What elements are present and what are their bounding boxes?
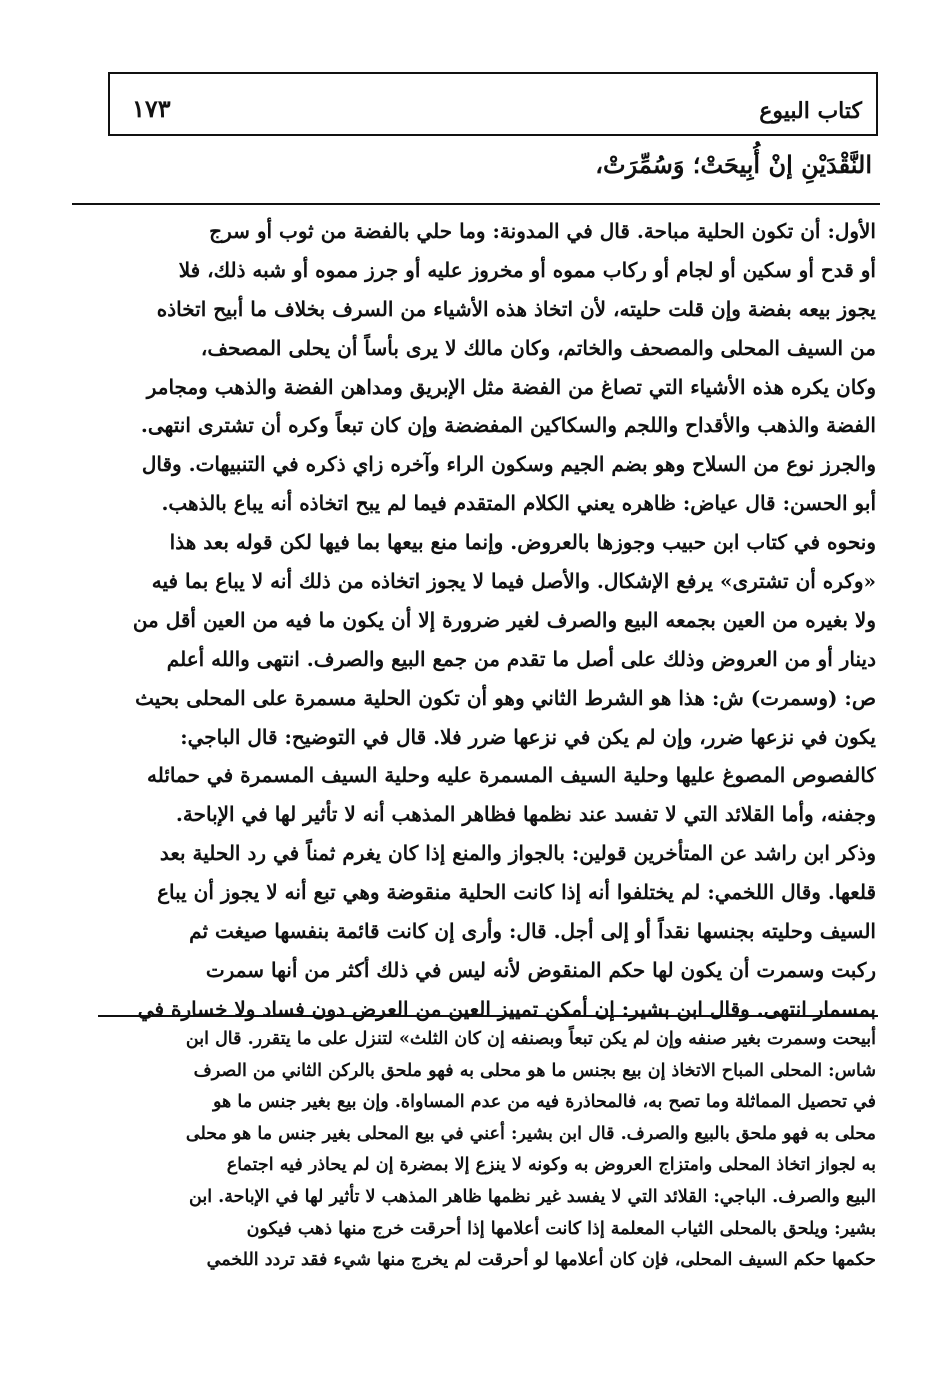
- carryover-text-line: النَّقْدَيْنِ إنْ أُبِيحَتْ؛ وَسُمِّرَتْ،: [595, 150, 872, 179]
- footnote-line-3: في تحصيل المماثلة وما تصح به، فالمحاذرة فيه من عدم المساواة. وإن بيع بغير جنس ما هو: [213, 1092, 876, 1113]
- main-line-5: وكان يكره هذه الأشياء التي تصاغ من الفضة مثل الإبريق ومداهن الفضة والذهب ومجامر: [146, 374, 876, 399]
- main-line-2: أو قدح أو سكين أو لجام أو ركاب مموه أو مخروز عليه أو جرز مموه أو شبه ذلك، فلا: [178, 257, 876, 282]
- main-line-21: بمسمار انتهى. وقال ابن بشير: إن أمكن تمييز العين من العرض دون فساد ولا خسارة في: [137, 996, 876, 1021]
- footnote-line-5: به لجواز اتخاذ المحلى وامتزاج العروض به وكونه لا ينزع إلا بمضرة إن لم يحاذر فيه اجتماع: [226, 1155, 876, 1176]
- footnote-line-7: بشير: ويلحق بالمحلى الثياب المعلمة إذا كانت أعلامها إذا أحرقت خرج منها ذهب فيكون: [246, 1218, 876, 1239]
- footnotes: [92, 1024, 876, 1277]
- main-line-9: ونحوه في كتاب ابن حبيب وجوزها بالعروض. وإنما منع بيعها بما فيها لكن قوله بعد هذا: [169, 530, 876, 555]
- footnote-divider: [98, 1015, 878, 1017]
- footnote-line-4: محلى به فهو ملحق بالبيع والصرف. قال ابن بشير: أعني في بيع المحلى بغير جنس ما هو محلى: [185, 1123, 876, 1144]
- main-line-6: الفضة والذهب والأقداح واللجم والسكاكين المفضضة وإن كان تبعاً وكره أن تشترى انتهى.: [140, 413, 876, 438]
- main-line-12: دينار أو من العروض وذلك على أصل ما تقدم من جمع البيع والصرف. انتهى والله أعلم: [166, 646, 876, 671]
- main-line-20: ركبت وسمرت أن يكون لها حكم المنقوض لأنه ليس في ذلك أكثر من أنها سمرت: [205, 957, 876, 982]
- main-line-17: وذكر ابن راشد عن المتأخرين قولين: بالجواز والمنع إذا كان يغرم ثمناً في رد الحلية بعد: [159, 841, 876, 866]
- page-number: ١٧٣: [132, 94, 171, 123]
- main-line-14: يكون في نزعها ضرر، وإن لم يكن في نزعها ضرر فلا. قال في التوضيح: قال الباجي:: [180, 724, 876, 749]
- top-divider: [72, 203, 880, 205]
- main-line-13: ص: (وسمرت) ش: هذا هو الشرط الثاني وهو أن تكون الحلية مسمرة على المحلى بحيث: [135, 685, 876, 710]
- main-line-11: ولا بغيره من العين بجمعه البيع والصرف لغير ضرورة إلا أن يكون ما فيه من العين أقل من: [132, 607, 876, 632]
- book-title: كتاب البيوع: [759, 98, 862, 124]
- footnote-line-6: البيع والصرف. الباجي: القلائد التي لا يفسد غير نظمها ظاهر المذهب لا تأثير لها في الإباحة. ابن: [189, 1186, 876, 1207]
- footnote-line-8: حكمها حكم السيف المحلى، فإن كان أعلامها لو أحرقت لم يخرج منها شيء فقد تردد اللخمي: [206, 1250, 876, 1271]
- main-line-3: يجوز بيعه بفضة وإن قلت حليته، لأن اتخاذ هذه الأشياء من السرف بخلاف ما أبيح اتخاذه: [156, 296, 876, 321]
- main-line-1: الأول: أن تكون الحلية مباحة. قال في المدونة: وما حلي بالفضة من ثوب أو سرج: [209, 219, 876, 243]
- main-line-4: من السيف المحلى والمصحف والخاتم، وكان مالك لا يرى بأساً أن يحلى المصحف،: [200, 335, 876, 360]
- footnote-line-2: شاس: المحلى المباح الاتخاذ إن بيع بجنس ما هو محلى به فهو ملحق بالركن الثاني من الصرف: [193, 1060, 876, 1081]
- main-line-16: وجفنه، وأما القلائد التي لا تفسد عند نظمها فظاهر المذهب أنه لا تأثير لها في الإباحة.: [175, 802, 876, 827]
- main-line-7: والجرز نوع من السلاح وهو بضم الجيم وسكون الراء وآخره زاي ذكره في التنبيهات. وقال: [141, 452, 876, 477]
- page-header: [108, 72, 878, 136]
- main-line-8: أبو الحسن: قال عياض: ظاهره يعني الكلام المتقدم فيما لم يبح اتخاذه أنه يباع بالذهب.: [161, 491, 876, 516]
- footnote-line-1: أبيحت وسمرت بغير صنفه وإن لم يكن تبعاً وبصنفه إن كان الثلث» لتنزل على ما يتقرر. قال ابن: [185, 1029, 876, 1049]
- main-line-18: قلعها. وقال اللخمي: لم يختلفوا أنه إذا كانت الحلية منقوضة وهي تبع أنه لا يجوز أن يباع: [157, 880, 876, 905]
- main-line-15: كالفصوص المصوغ عليها وحلية السيف المسمرة عليه وحلية السيف المسمرة في حمائله: [147, 763, 876, 788]
- main-line-10: «وكره أن تشترى» يرفع الإشكال. والأصل فيما لا يجوز اتخاذه من ذلك أنه لا يباع بما فيه: [151, 569, 876, 594]
- main-commentary: [92, 212, 876, 1029]
- main-line-19: السيف وحليته بجنسها نقداً أو إلى أجل. قال: وأرى إن كانت قائمة بنفسها صيغت ثم: [189, 919, 876, 944]
